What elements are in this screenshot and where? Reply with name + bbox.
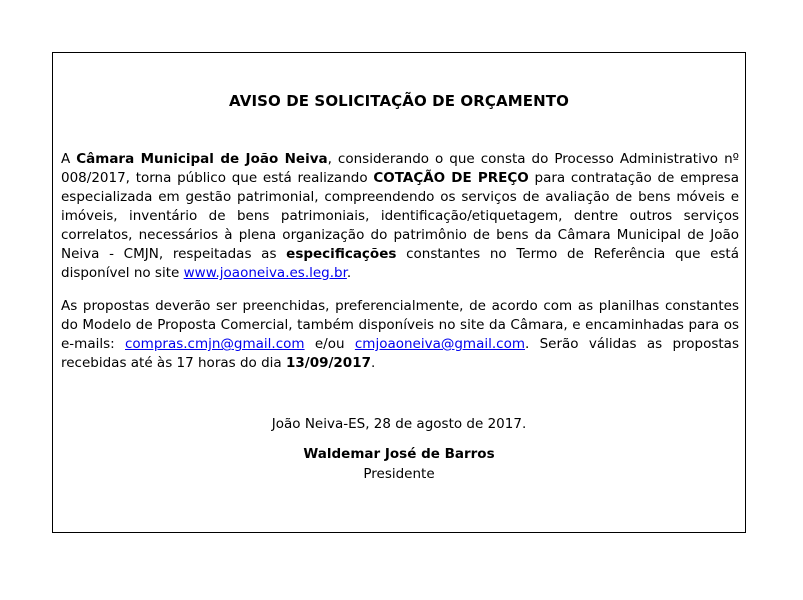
notice-frame — [52, 52, 746, 533]
notice-paragraph-1 — [61, 150, 739, 283]
chamber-name: Câmara Municipal de João Neiva — [76, 151, 328, 167]
text-segment: constantes no Termo de Referência que está disponível no site — [61, 246, 739, 281]
email-link-compras[interactable]: compras.cmjn@gmail.com — [125, 336, 305, 352]
price-quotation-label: COTAÇÃO DE PREÇO — [373, 170, 529, 186]
text-segment: . Serão válidas as propostas recebidas até às 17 horas do dia — [61, 336, 739, 371]
text-segment: . — [371, 355, 376, 371]
email-link-cmjoaoneiva[interactable]: cmjoaoneiva@gmail.com — [354, 336, 525, 352]
text-segment: para contratação de empresa especializada em gestão patrimonial, compreendendo os serviços de avaliação de bens móveis e imóveis, inventário de bens patrimoniais, identificação/etiquetagem, dentre outros serviços correlatos, necessários à plena organização do patrimônio de bens da Câmara Municipal de João Neiva - CMJN, respeitadas as — [61, 170, 739, 262]
date-line: João Neiva-ES, 28 de agosto de 2017. — [271, 416, 527, 432]
text-segment: , considerando o que consta do Processo Administrativo nº 008/2017, torna público que está realizando — [61, 151, 739, 186]
notice-paragraph-2 — [61, 297, 739, 373]
text-segment: A — [61, 151, 77, 167]
deadline-date: 13/09/2017 — [285, 355, 371, 371]
signer-role: Presidente — [363, 466, 435, 482]
text-segment: As propostas deverão ser preenchidas, preferencialmente, de acordo com as planilhas constantes do Modelo de Proposta Comercial, também disponíveis no site da Câmara, e encaminhadas para os e-mails: — [61, 298, 739, 352]
text-segment: e/ou — [304, 336, 355, 352]
text-segment: . — [346, 265, 352, 281]
signer-name: Waldemar José de Barros — [303, 446, 495, 462]
specifications-label: especificações — [286, 246, 397, 262]
website-link[interactable]: www.joaoneiva.es.leg.br — [183, 265, 347, 281]
notice-title: AVISO DE SOLICITAÇÃO DE ORÇAMENTO — [229, 92, 569, 110]
